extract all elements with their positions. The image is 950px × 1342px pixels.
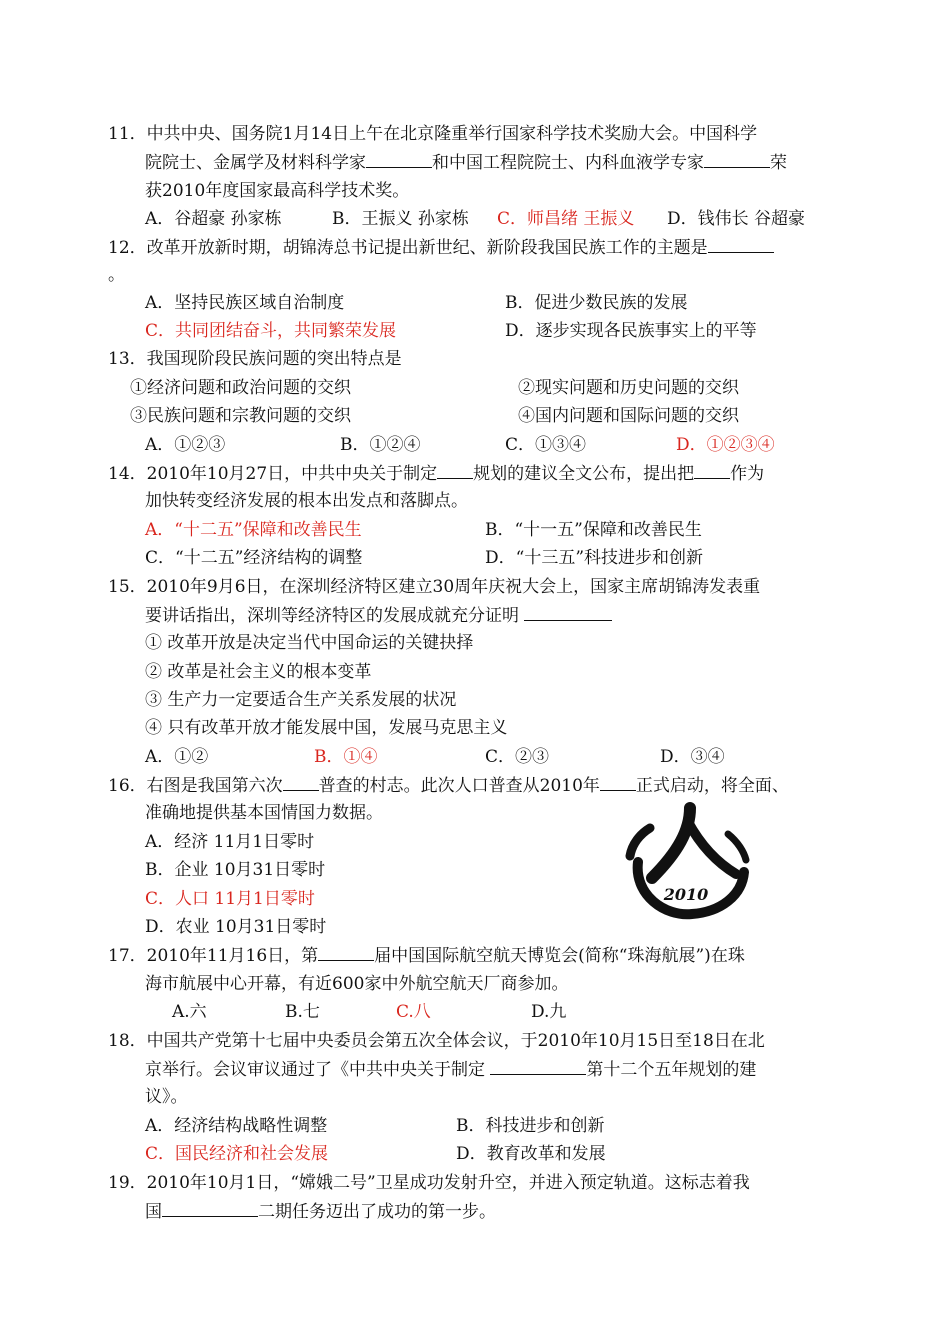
- q13-statement-4: ④国内问题和国际问题的交织: [518, 406, 739, 426]
- q19-stem-line1: 19．2010年10月1日，“嫦娥二号”卫星成功发射升空，并进入预定轨道。这标志着我: [108, 1173, 750, 1193]
- q17-stem-line1: 17．2010年11月16日，第 届中国国际航空航天博览会(简称“珠海航展”)在珠: [108, 946, 745, 966]
- q15-option-a: A．①②: [145, 747, 209, 767]
- q18-stem-line2: 京举行。会议审议通过了《中共中央关于制定 第十二个五年规划的建: [145, 1060, 757, 1080]
- q12-stem-line2: 。: [108, 265, 125, 285]
- answer-blank: [366, 151, 432, 168]
- q14-stem-line1: 14．2010年10月27日，中共中央关于制定 规划的建议全文公布，提出把 作为: [108, 464, 765, 484]
- q18-option-a: A．经济结构战略性调整: [145, 1116, 328, 1136]
- q13-statement-2: ②现实问题和历史问题的交织: [518, 378, 739, 398]
- q16-option-d: D．农业 10月31日零时: [145, 917, 327, 937]
- q17-stem-line2: 海市航展中心开幕，有近600家中外航空航天厂商参加。: [145, 974, 569, 994]
- q13-option-b: B．①②④: [340, 435, 421, 455]
- q17-option-a: A.六: [172, 1002, 207, 1022]
- q11-option-a: A．谷超豪 孙家栋: [145, 209, 282, 229]
- q15-option-c: C．②③: [485, 747, 550, 767]
- census-logo-image: [620, 800, 755, 920]
- q17-option-b: B.七: [285, 1002, 320, 1022]
- q16-option-b: B．企业 10月31日零时: [145, 860, 326, 880]
- q16-option-c-correct: C．人口 11月1日零时: [145, 889, 315, 909]
- q13-stem: 13．我国现阶段民族问题的突出特点是: [108, 349, 402, 369]
- answer-blank: [437, 462, 473, 479]
- q12-option-c-correct: C．共同团结奋斗，共同繁荣发展: [145, 321, 397, 341]
- q16-option-a: A．经济 11月1日零时: [145, 832, 315, 852]
- q15-option-b-correct: B．①④: [314, 747, 378, 767]
- answer-blank: [283, 774, 319, 791]
- answer-blank: [704, 151, 770, 168]
- q13-option-c: C．①③④: [505, 435, 587, 455]
- q13-statement-1: ①经济问题和政治问题的交织: [130, 378, 351, 398]
- q16-stem-line2: 准确地提供基本国情国力数据。: [145, 803, 383, 823]
- answer-blank: [162, 1200, 258, 1217]
- q15-stem-line1: 15．2010年9月6日，在深圳经济特区建立30周年庆祝大会上，国家主席胡锦涛发表重: [108, 577, 761, 597]
- answer-blank: [600, 774, 636, 791]
- q15-stem-line2: 要讲话指出，深圳等经济特区的发展成就充分证明: [145, 604, 612, 627]
- q18-option-c-correct: C．国民经济和社会发展: [145, 1144, 329, 1164]
- q11-stem-line1: 11．中共中央、国务院1月14日上午在北京隆重举行国家科学技术奖励大会。中国科学: [108, 124, 758, 144]
- q19-stem-line2: 国 二期任务迈出了成功的第一步。: [145, 1202, 496, 1222]
- q12-option-b: B．促进少数民族的发展: [505, 293, 688, 313]
- answer-blank: [694, 462, 730, 479]
- q14-stem-line2: 加快转变经济发展的根本出发点和落脚点。: [145, 491, 468, 511]
- answer-blank: [708, 236, 774, 253]
- q15-statement-2: ② 改革是社会主义的根本变革: [145, 662, 372, 682]
- q14-option-c: C．“十二五”经济结构的调整: [145, 548, 363, 568]
- q17-option-c-correct: C.八: [396, 1002, 431, 1022]
- q15-option-d: D．③④: [660, 747, 725, 767]
- q13-option-d-correct: D．①②③④: [676, 435, 775, 455]
- q14-option-b: B．“十一五”保障和改善民生: [485, 520, 702, 540]
- q14-option-d: D．“十三五”科技进步和创新: [485, 548, 704, 568]
- q11-option-b: B．王振义 孙家栋: [332, 209, 469, 229]
- q14-option-a-correct: A．“十二五”保障和改善民生: [145, 520, 362, 540]
- q15-statement-3: ③ 生产力一定要适合生产关系发展的状况: [145, 690, 457, 710]
- q11-stem-line2: 院院士、金属学及材料科学家 和中国工程院院士、内科血液学专家 荣: [145, 153, 787, 173]
- answer-blank: [318, 944, 374, 961]
- q18-stem-line3: 议》。: [145, 1087, 188, 1107]
- q11-stem-line3: 获2010年度国家最高科学技术奖。: [145, 181, 410, 201]
- q11-option-d: D．钱伟长 谷超豪: [667, 209, 806, 229]
- answer-blank: [524, 604, 612, 621]
- q13-option-a: A．①②③: [145, 435, 226, 455]
- q11-option-c-correct: C．师昌绪 王振义: [497, 209, 635, 229]
- q18-stem-line1: 18．中国共产党第十七届中央委员会第五次全体会议，于2010年10月15日至18日在北: [108, 1031, 765, 1051]
- answer-blank: [490, 1058, 586, 1075]
- q12-option-d: D．逐步实现各民族事实上的平等: [505, 321, 757, 341]
- q16-stem-line1: 16．右图是我国第六次 普查的村志。此次人口普查从2010年 正式启动，将全面、: [108, 776, 789, 796]
- q17-option-d: D.九: [531, 1002, 567, 1022]
- q15-statement-1: ① 改革开放是决定当代中国命运的关键抉择: [145, 633, 474, 653]
- q18-option-b: B．科技进步和创新: [456, 1116, 605, 1136]
- q15-statement-4: ④ 只有改革开放才能发展中国，发展马克思主义: [145, 718, 508, 738]
- logo-year-text: 2010: [663, 885, 709, 904]
- q18-option-d: D．教育改革和发展: [456, 1144, 606, 1164]
- q12-stem-line1: 12．改革开放新时期，胡锦涛总书记提出新世纪、新阶段我国民族工作的主题是: [108, 236, 774, 259]
- q12-option-a: A．坚持民族区域自治制度: [145, 293, 345, 313]
- q13-statement-3: ③民族问题和宗教问题的交织: [130, 406, 351, 426]
